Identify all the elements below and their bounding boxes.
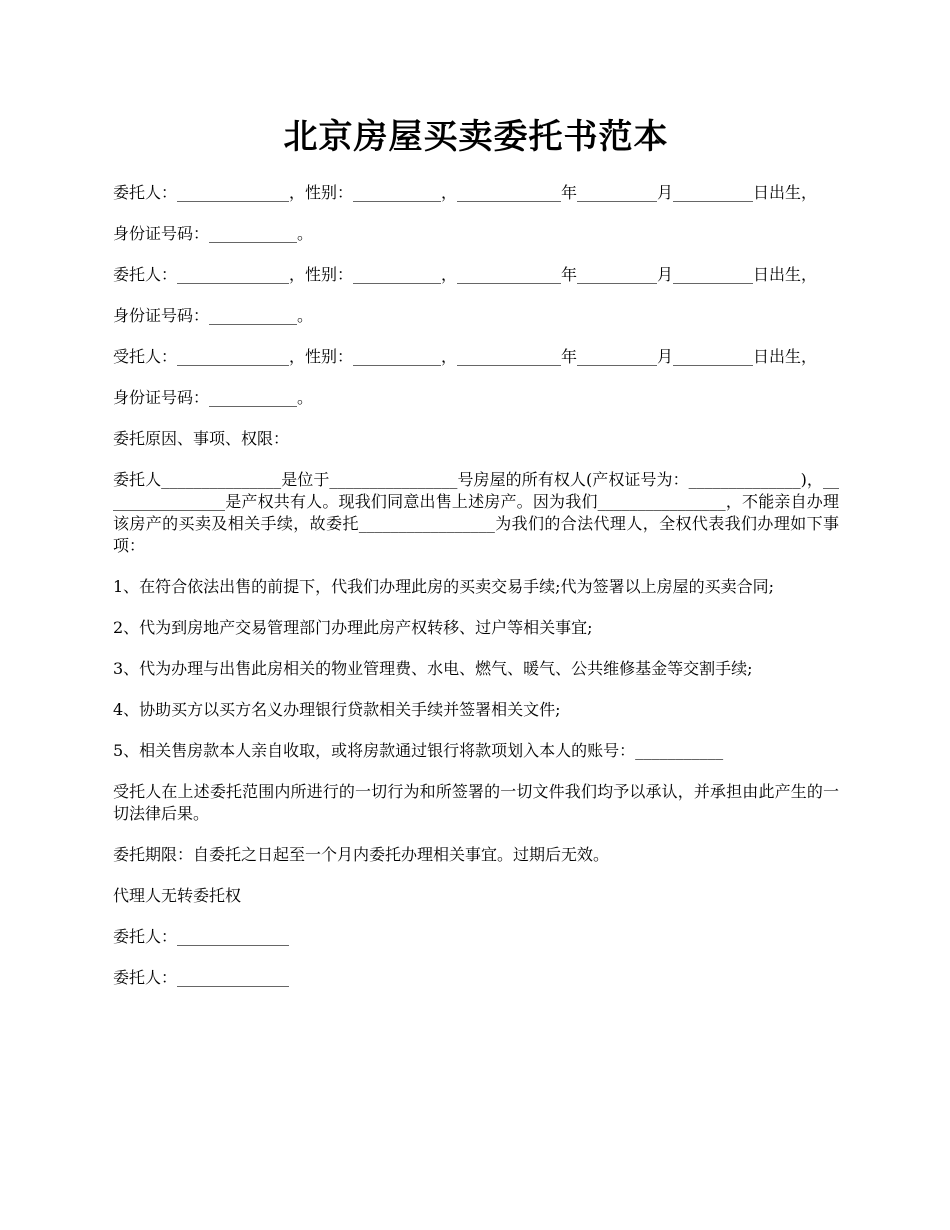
delegated-item-5: 5、相关售房款本人亲自收取，或将房款通过银行将款项划入本人的账号：___________ [113, 741, 724, 760]
acknowledgement-clause: 受托人在上述委托范围内所进行的一切行为和所签署的一切文件我们均予以承认，并承担由此产生的一切法律后果。 [113, 782, 839, 823]
validity-period: 委托期限：自委托之日起至一个月内委托办理相关事宜。过期后无效。 [113, 845, 610, 864]
principal-2-info: 委托人：______________，性别：___________，_____________年__________月__________日出生， [113, 265, 818, 284]
signature-principal-1: 委托人：______________ [113, 927, 290, 946]
delegated-item-3: 3、代为办理与出售此房相关的物业管理费、水电、燃气、暖气、公共维修基金等交割手续; [113, 659, 753, 678]
delegation-statement: 委托人_______________是位于________________号房屋的所有权人(产权证号为：______________)，________________是产权共有人。现我们同意出售上述房产。因为我们________________，不能亲自办理该房产的买卖及相关手续，故委托_________________为我们的合法代理人，全权代表我们办理如下事项： [113, 470, 839, 555]
document-title: 北京房屋买卖委托书范本 [283, 117, 669, 157]
principal-1-info: 委托人：______________，性别：___________，_____________年__________月__________日出生， [113, 183, 818, 202]
delegated-item-2: 2、代为到房地产交易管理部门办理此房产权转移、过户等相关事宜; [113, 618, 593, 637]
principal-2-id-number: 身份证号码：___________。 [113, 306, 314, 325]
delegated-item-4: 4、协助买方以买方名义办理银行贷款相关手续并签署相关文件; [113, 700, 561, 719]
principal-1-id-number: 身份证号码：___________。 [113, 224, 314, 243]
agent-id-number: 身份证号码：___________。 [113, 388, 314, 407]
document-page [113, 112, 839, 1008]
delegated-item-1: 1、在符合依法出售的前提下，代我们办理此房的买卖交易手续;代为签署以上房屋的买卖合同; [113, 577, 774, 596]
agent-info: 受托人：______________，性别：___________，_____________年__________月__________日出生， [113, 347, 818, 366]
signature-principal-2: 委托人：______________ [113, 968, 290, 987]
no-sub-delegation: 代理人无转委托权 [113, 886, 242, 905]
section-heading-reasons: 委托原因、事项、权限： [113, 429, 290, 448]
